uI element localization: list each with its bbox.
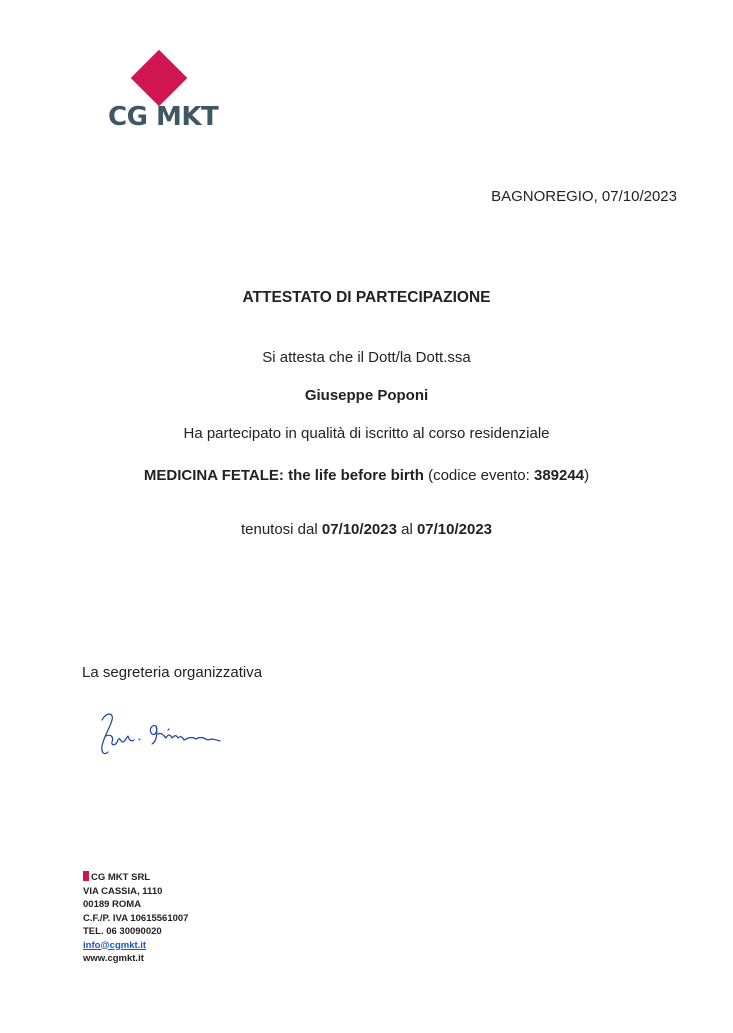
date-from: 07/10/2023 [321,521,397,538]
date-to: 07/10/2023 [416,521,493,538]
footer-company-row [83,871,188,885]
footer-city: 00189 ROMA [83,899,142,910]
document-title: ATTESTATO DI PARTECIPAZIONE [242,289,491,306]
secretariat-label: La segreteria organizzativa [82,664,263,681]
footer-phone: TEL. 06 30090020 [83,926,162,937]
course-line [0,467,733,484]
event-code-suffix: ) [584,467,590,484]
event-code: 389244 [534,467,585,484]
footer-company: CG MKT SRL [91,872,151,883]
company-logo [108,50,228,132]
handwritten-signature [96,706,236,766]
footer-email-link[interactable]: info@cgmkt.it [83,939,147,951]
participation-text: Ha partecipato in qualità di iscritto al corso residenziale [183,425,550,442]
event-code-prefix: (codice evento: [428,467,534,484]
place-date: BAGNOREGIO, 07/10/2023 [491,188,677,205]
attestation-text: Si attesta che il Dott/la Dott.ssa [262,349,471,366]
course-name: MEDICINA FETALE: the life before birth [143,467,424,484]
footer-vat: C.F./P. IVA 10615561007 [83,912,189,924]
logo-diamond-icon [131,50,188,107]
logo-wordmark: CG MKT [108,102,219,132]
dates-line [0,521,733,538]
footer-website[interactable]: www.cgmkt.it [83,953,144,964]
company-footer [83,871,188,966]
footer-address: VIA CASSIA, 1110 [83,885,163,897]
dates-prefix: tenutosi dal [240,521,322,538]
mini-logo-icon [83,871,89,881]
participant-name: Giuseppe Poponi [304,387,429,404]
dates-middle: al [396,521,417,538]
